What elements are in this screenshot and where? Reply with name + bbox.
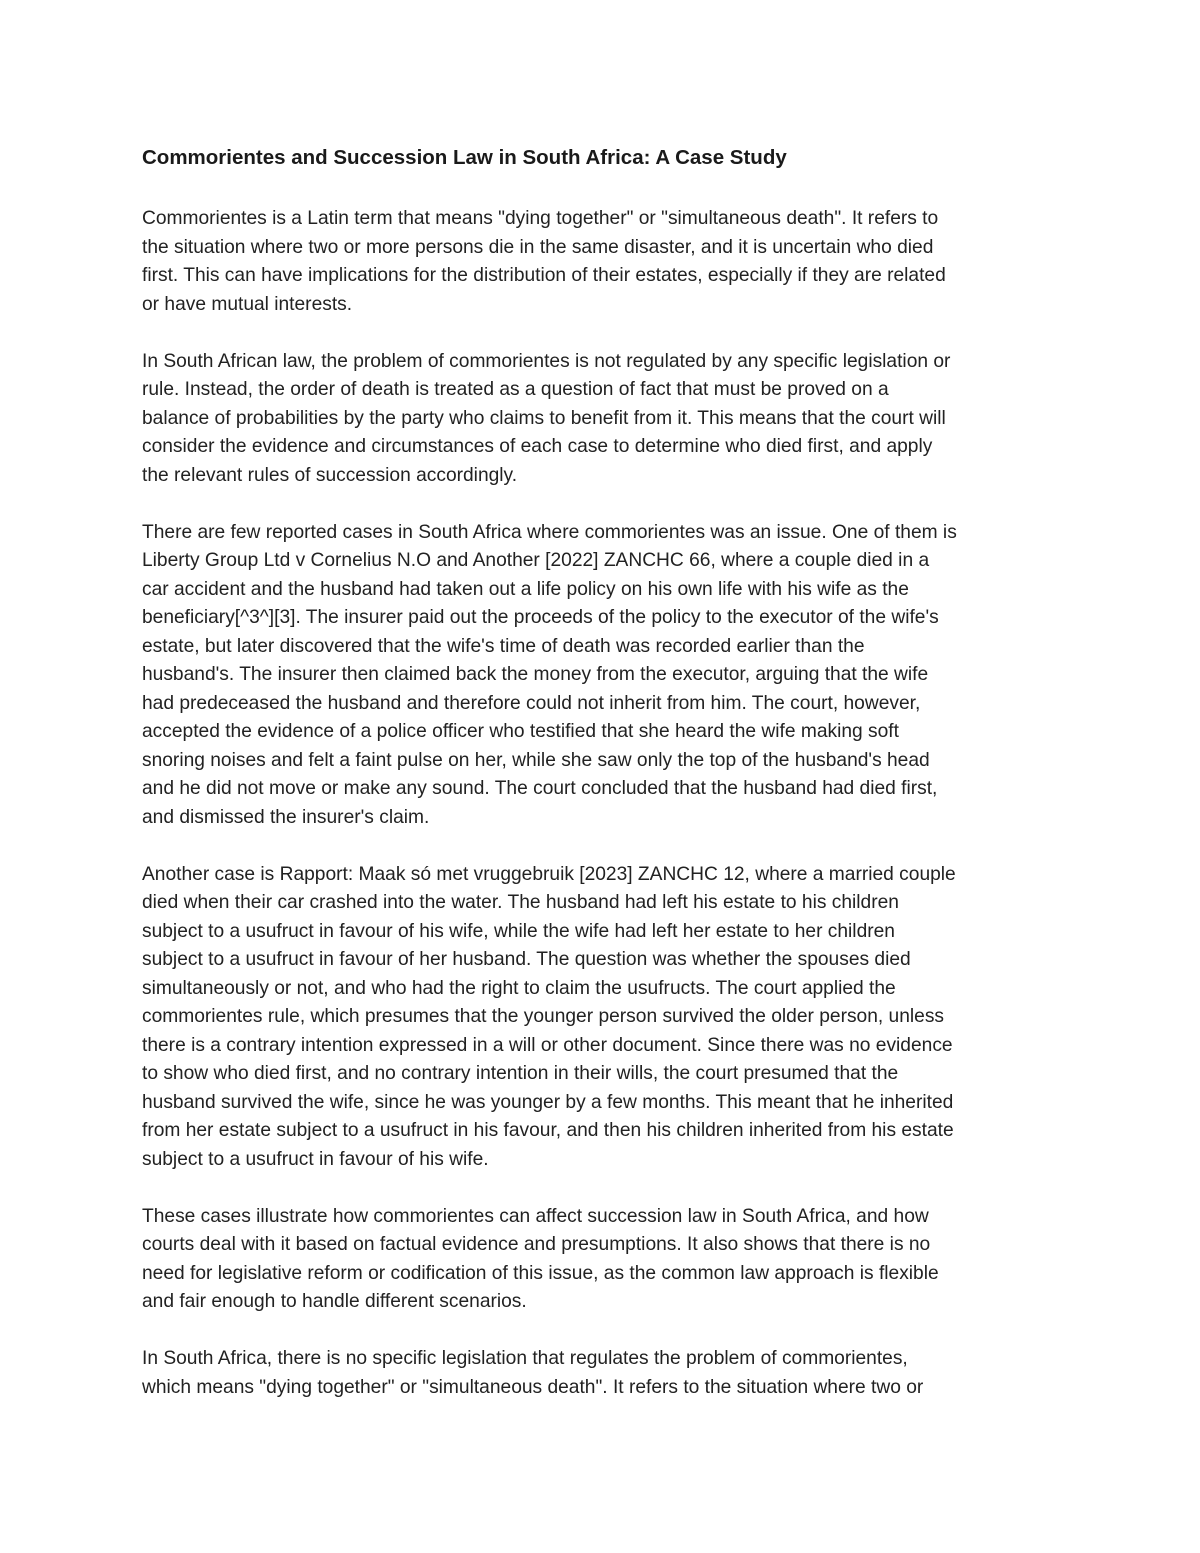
text-line: the situation where two or more persons die in the same disaster, and it is uncertain who died bbox=[142, 236, 934, 258]
text-line: subject to a usufruct in favour of her husband. The question was whether the spouses died bbox=[142, 949, 911, 970]
paragraph-definition bbox=[142, 205, 1072, 319]
text-line: These cases illustrate how commorientes can affect succession law in South Africa, and how bbox=[142, 1205, 929, 1227]
text-line: first. This can have implications for the distribution of their estates, especially if they are related bbox=[142, 265, 946, 286]
text-line: died when their car crashed into the water. The husband had left his estate to his children bbox=[142, 892, 899, 913]
text-line: consider the evidence and circumstances of each case to determine who died first, and apply bbox=[142, 436, 933, 457]
paragraph-south-african-law bbox=[142, 348, 1072, 491]
paragraph-legislation bbox=[142, 1345, 1072, 1402]
text-line: from her estate subject to a usufruct in his favour, and then his children inherited from his estate bbox=[142, 1120, 954, 1141]
text-line: rule. Instead, the order of death is treated as a question of fact that must be proved on a bbox=[142, 379, 889, 400]
text-line: car accident and the husband had taken out a life policy on his own life with his wife as the bbox=[142, 578, 909, 600]
text-line: Another case is Rapport: Maak só met vruggebruik [2023] ZANCHC 12, where a married couple bbox=[142, 863, 956, 885]
text-line: balance of probabilities by the party who claims to benefit from it. This means that the court will bbox=[142, 407, 946, 429]
text-line: accepted the evidence of a police officer who testified that she heard the wife making soft bbox=[142, 721, 899, 742]
text-line: and he did not move or make any sound. The court concluded that the husband had died first, bbox=[142, 778, 938, 799]
text-line: there is a contrary intention expressed in a will or other document. Since there was no evidence bbox=[142, 1034, 953, 1056]
paragraph-liberty-case bbox=[142, 519, 1072, 833]
text-line: subject to a usufruct in favour of his wife, while the wife had left her estate to her children bbox=[142, 920, 895, 942]
text-line: the relevant rules of succession accordingly. bbox=[142, 464, 518, 486]
text-line: There are few reported cases in South Africa where commorientes was an issue. One of them is bbox=[142, 521, 957, 543]
text-line: In South Africa, there is no specific legislation that regulates the problem of commorientes, bbox=[142, 1348, 908, 1369]
document-title: Commorientes and Succession Law in South Africa: A Case Study bbox=[142, 146, 787, 169]
text-line: courts deal with it based on factual evidence and presumptions. It also shows that there is no bbox=[142, 1234, 931, 1255]
text-line: which means "dying together" or "simultaneous death". It refers to the situation where two or bbox=[142, 1376, 924, 1398]
paragraph-conclusion bbox=[142, 1203, 1072, 1317]
document-content bbox=[142, 144, 1072, 1402]
text-line: had predeceased the husband and therefore could not inherit from him. The court, however, bbox=[142, 692, 921, 714]
text-line: simultaneously or not, and who had the right to claim the usufructs. The court applied the bbox=[142, 977, 896, 999]
paragraph-rapport-case bbox=[142, 861, 1072, 1175]
text-line: Commorientes is a Latin term that means "dying together" or "simultaneous death". It refers to bbox=[142, 208, 939, 229]
text-line: snoring noises and felt a faint pulse on her, while she saw only the top of the husband's head bbox=[142, 749, 930, 771]
text-line: need for legislative reform or codification of this issue, as the common law approach is flexible bbox=[142, 1262, 939, 1284]
text-line: beneficiary[^3^][3]. The insurer paid out the proceeds of the policy to the executor of the wife's bbox=[142, 607, 939, 628]
text-line: and dismissed the insurer's claim. bbox=[142, 806, 430, 828]
text-line: In South African law, the problem of commorientes is not regulated by any specific legislation or bbox=[142, 350, 951, 372]
text-line: husband's. The insurer then claimed back the money from the executor, arguing that the wife bbox=[142, 664, 929, 685]
text-line: estate, but later discovered that the wife's time of death was recorded earlier than the bbox=[142, 635, 865, 657]
text-line: subject to a usufruct in favour of his wife. bbox=[142, 1148, 489, 1170]
text-line: and fair enough to handle different scenarios. bbox=[142, 1291, 527, 1312]
text-line: or have mutual interests. bbox=[142, 293, 353, 315]
text-line: to show who died first, and no contrary intention in their wills, the court presumed that the bbox=[142, 1063, 899, 1084]
text-line: husband survived the wife, since he was younger by a few months. This meant that he inherited bbox=[142, 1091, 954, 1113]
text-line: commorientes rule, which presumes that the younger person survived the older person, unless bbox=[142, 1006, 945, 1027]
text-line: Liberty Group Ltd v Cornelius N.O and Another [2022] ZANCHC 66, where a couple died in a bbox=[142, 550, 930, 571]
